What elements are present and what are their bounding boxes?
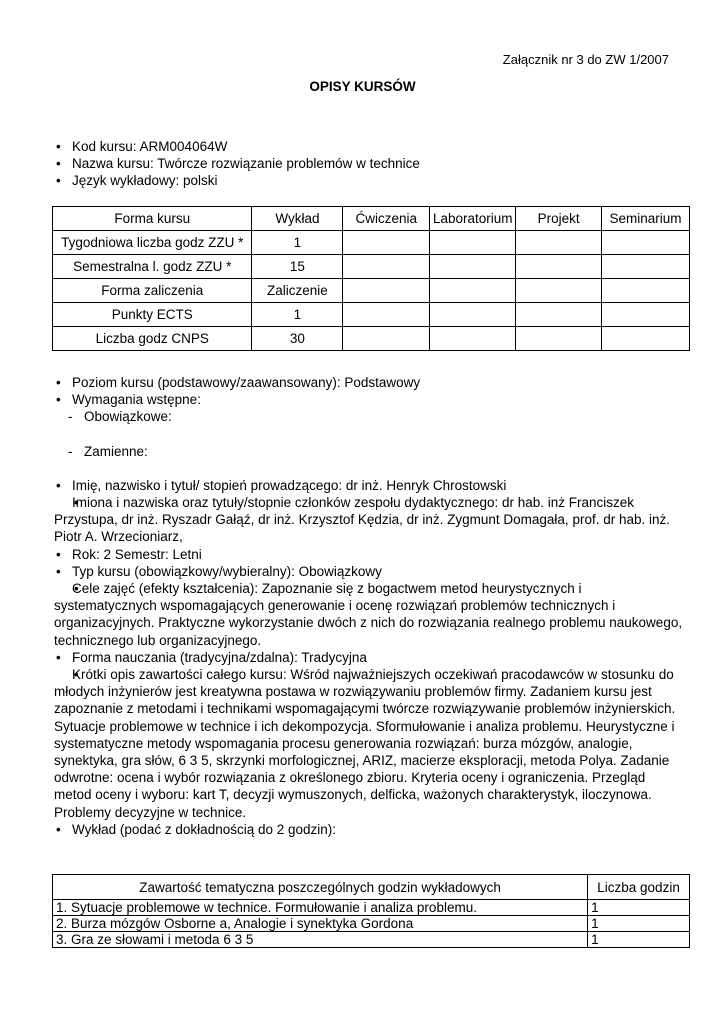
lecture-heading: • Wykład (podać z dokładnością do 2 godzin): <box>54 821 684 838</box>
teaching-form: • Forma nauczania (tradycyjna/zdalna): Tradycyjna <box>54 649 684 666</box>
prerequisites-mandatory: - Obowiązkowe: <box>54 408 684 425</box>
table-cell: 15 <box>252 255 343 279</box>
course-level: • Poziom kursu (podstawowy/zaawansowany): Podstawowy <box>54 374 684 391</box>
table-cell <box>343 255 430 279</box>
lecture-topics-table <box>52 874 690 948</box>
table-header-row <box>53 207 690 231</box>
table-cell <box>430 303 516 327</box>
course-year: • Rok: 2 Semestr: Letni <box>54 546 684 563</box>
teaching-team: • Imiona i nazwiska oraz tytuły/stopnie członków zespołu dydaktycznego: dr hab. inż Franciszek Przystupa, dr inż. Ryszadr Gałąź, dr inż. Krzysztof Kędzia, dr inż. Zygmunt Domagała, prof. dr hab. inż. Piotr A. Wrzecioniarz, <box>54 494 684 546</box>
table-cell: 1 <box>252 231 343 255</box>
table-header-cell: Seminarium <box>602 207 690 231</box>
table-cell <box>602 255 690 279</box>
table-cell <box>516 327 602 351</box>
table-row <box>53 916 690 932</box>
table-header-cell: Laboratorium <box>430 207 516 231</box>
table-cell: 1 <box>588 932 690 948</box>
table-row <box>53 932 690 948</box>
table-cell: 1 <box>588 916 690 932</box>
course-info-list <box>54 138 684 190</box>
table-cell: Punkty ECTS <box>53 303 252 327</box>
annex-label: Załącznik nr 3 do ZW 1/2007 <box>502 52 669 67</box>
table-cell <box>430 327 516 351</box>
table-row <box>53 255 690 279</box>
table-cell <box>343 231 430 255</box>
table-header-cell: Ćwiczenia <box>343 207 430 231</box>
table-cell: Zaliczenie <box>252 279 343 303</box>
table-cell <box>430 279 516 303</box>
table-cell <box>343 303 430 327</box>
table-cell: Semestralna l. godz ZZU * <box>53 255 252 279</box>
prerequisites-alternative: - Zamienne: <box>54 443 684 460</box>
table-cell: 1 <box>252 303 343 327</box>
table-header-cell: Liczba godzin <box>588 875 690 900</box>
lecturer: • Imię, nazwisko i tytuł/ stopień prowadzącego: dr inż. Henryk Chrostowski <box>54 477 684 494</box>
table-cell: 3. Gra ze słowami i metoda 6 3 5 <box>53 932 588 948</box>
course-code: • Kod kursu: ARM004064W <box>54 138 684 155</box>
table-cell: Forma zaliczenia <box>53 279 252 303</box>
table-header-cell: Wykład <box>252 207 343 231</box>
table-cell <box>516 303 602 327</box>
table-cell <box>430 255 516 279</box>
table-cell <box>516 279 602 303</box>
course-goals: • Cele zajęć (efekty kształcenia): Zapoznanie się z bogactwem metod heurystycznych i systematycznych wspomagających generowanie i ocenę rozwiązań problemów technicznych i organizacyjnych. Praktyczne wykorzystanie dwóch z nich do rozwiązania realnego problemu naukowego, technicznego lub organizacyjnego. <box>54 580 684 649</box>
table-header-cell: Projekt <box>516 207 602 231</box>
table-cell: 30 <box>252 327 343 351</box>
course-type: • Typ kursu (obowiązkowy/wybieralny): Obowiązkowy <box>54 563 684 580</box>
table-row <box>53 231 690 255</box>
table-row <box>53 327 690 351</box>
course-description: • Krótki opis zawartości całego kursu: Wśród najważniejszych oczekiwań pracodawców w stosunku do młodych inżynierów jest kreatywna postawa w rozwiązywaniu problemów firmy. Zadaniem kursu jest zapoznanie z metodami i technikami wspomagającymi twórcze rozwiązywanie problemów inżynierskich. Sytuacje problemowe w technice i ich dekompozycja. Sformułowanie i analiza problemu. Heurystyczne i systematyczne metody wspomagania procesu generowania rozwiązań: burza mózgów, analogie, synektyka, gra słów, 6 3 5, skrzynki morfologicznej, ARIZ, macierze eksploracji, metoda Polya. Zadanie odwrotne: ocena i wybór rozwiązania z określonego zbioru. Kryteria oceny i ograniczenia. Przegląd metod oceny i wyboru: kart T, decyzji wymuszonych, delficka, ważonych charakterystyk, iloczynowa. Problemy decyzyjne w technice. <box>54 666 684 821</box>
page-title: OPISY KURSÓW <box>309 79 416 94</box>
table-cell <box>430 231 516 255</box>
table-cell: 2. Burza mózgów Osborne a, Analogie i synektyka Gordona <box>53 916 588 932</box>
table-cell <box>343 327 430 351</box>
table-header-row <box>53 875 690 900</box>
table-header-cell: Zawartość tematyczna poszczególnych godzin wykładowych <box>53 875 588 900</box>
course-language: • Język wykładowy: polski <box>54 172 684 189</box>
table-header-cell: Forma kursu <box>53 207 252 231</box>
table-cell <box>602 231 690 255</box>
table-cell <box>602 279 690 303</box>
table-cell: 1. Sytuacje problemowe w technice. Formułowanie i analiza problemu. <box>53 900 588 916</box>
table-row <box>53 279 690 303</box>
table-cell <box>602 303 690 327</box>
table-cell <box>343 279 430 303</box>
table-cell <box>516 255 602 279</box>
course-forms-table <box>52 206 690 351</box>
course-name: • Nazwa kursu: Twórcze rozwiązanie problemów w technice <box>54 155 684 172</box>
table-row <box>53 900 690 916</box>
table-cell: Tygodniowa liczba godz ZZU * <box>53 231 252 255</box>
table-cell <box>602 327 690 351</box>
table-cell <box>516 231 602 255</box>
table-row <box>53 303 690 327</box>
table-cell: 1 <box>588 900 690 916</box>
course-details-list <box>54 374 684 838</box>
prerequisites: • Wymagania wstępne: <box>54 391 684 408</box>
table-cell: Liczba godz CNPS <box>53 327 252 351</box>
